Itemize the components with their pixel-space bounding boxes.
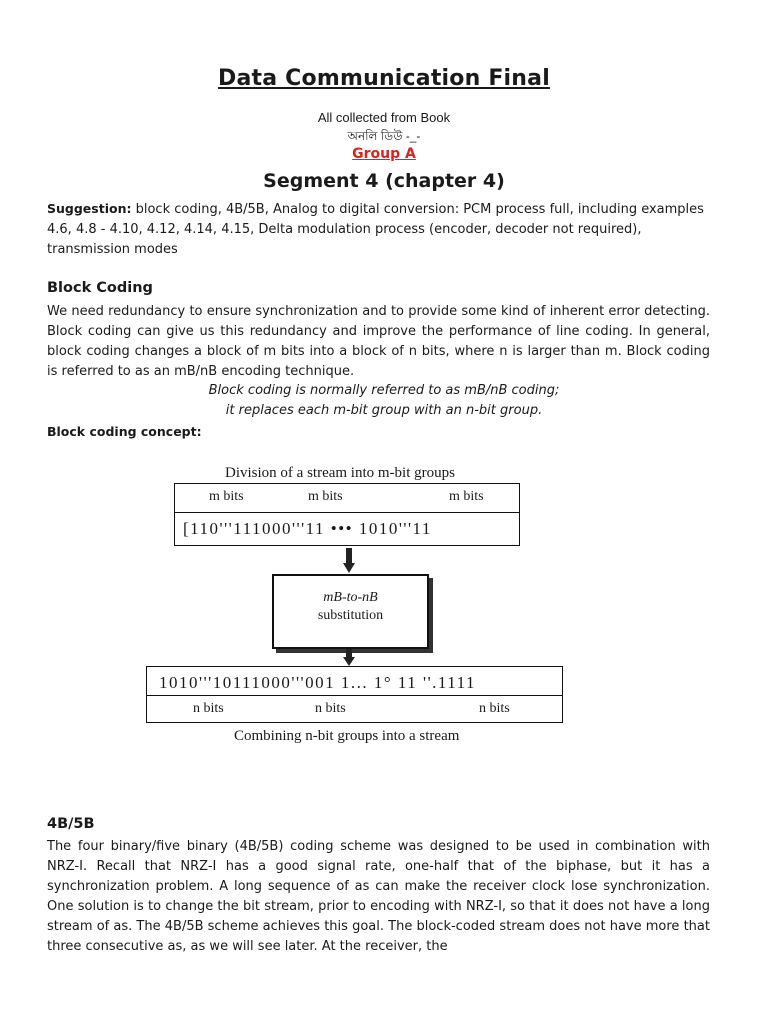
- suggestion-label: Suggestion:: [47, 201, 132, 216]
- input-box-divider: [175, 512, 519, 513]
- block-coding-paragraph: We need redundancy to ensure synchronization and to provide some kind of inherent error detecting. Block coding can give us this redundancy and improve the performance of line coding. In general, block coding changes a block of m bits into a block of n bits, where n is larger than m. Block coding is referred to as an mB/nB encoding technique.: [47, 304, 710, 379]
- 4b5b-paragraph: The four binary/five binary (4B/5B) coding scheme was designed to be used in combination with NRZ-I. Recall that NRZ-I has a good signal rate, one-half that of the biphase, but it has a synchronization problem. A long sequence of as can make the receiver clock lose synchronization. One solution is to change the bit stream, prior to encoding with NRZ-I, so that it does not have a long stream of as. The 4B/5B scheme achieves this goal. The block-coded stream does not have more that three consecutive as, as we will see later. At the receiver, the: [47, 839, 710, 954]
- diagram-bottom-caption: Combining n-bit groups into a stream: [234, 728, 460, 744]
- input-bit-stream: [110'''111000'''11 ••• 1010'''11: [183, 519, 432, 538]
- block-coding-quote-line-1: Block coding is normally referred to as mB/nB coding;: [208, 383, 560, 398]
- block-coding-quote-line-2: it replaces each m-bit group with an n-bit group.: [225, 403, 543, 418]
- m-bits-label-2: m bits: [308, 489, 343, 504]
- down-arrow-icon: [343, 548, 355, 574]
- substitution-box-line-2: substitution: [317, 608, 384, 623]
- block-coding-concept-label: Block coding concept:: [47, 424, 202, 439]
- source-note: All collected from Book: [317, 110, 451, 125]
- diagram-top-caption: Division of a stream into m-bit groups: [225, 465, 455, 481]
- n-bits-label-3: n bits: [479, 701, 510, 716]
- document-title: Data Communication Final: [218, 66, 550, 91]
- suggestion-text: block coding, 4B/5B, Analog to digital conversion: PCM process full, including examples 4.6, 4.8 - 4.10, 4.12, 4.14, 4.15, Delta modulation process (encoder, decoder not required), transmission modes: [47, 202, 704, 257]
- author-note: অনলি ডিউ -_-: [347, 129, 421, 143]
- m-bits-label-1: m bits: [209, 489, 244, 504]
- m-bits-label-3: m bits: [449, 489, 484, 504]
- output-bit-stream: 1010'''10111000'''001 1... 1° 11 ''.1111: [159, 673, 477, 692]
- group-heading: Group A: [352, 146, 416, 162]
- substitution-box: [272, 574, 429, 649]
- n-bits-label-2: n bits: [315, 701, 346, 716]
- output-box-divider: [147, 695, 562, 696]
- down-arrow-icon: [343, 649, 355, 667]
- suggestion-paragraph: [47, 199, 710, 260]
- substitution-box-line-1: mB-to-nB: [323, 590, 378, 605]
- segment-heading: Segment 4 (chapter 4): [263, 170, 505, 192]
- input-stream-box: [174, 483, 520, 546]
- n-bits-label-1: n bits: [193, 701, 224, 716]
- block-coding-heading: Block Coding: [47, 280, 153, 296]
- output-stream-box: [146, 666, 563, 723]
- 4b5b-heading: 4B/5B: [47, 816, 95, 832]
